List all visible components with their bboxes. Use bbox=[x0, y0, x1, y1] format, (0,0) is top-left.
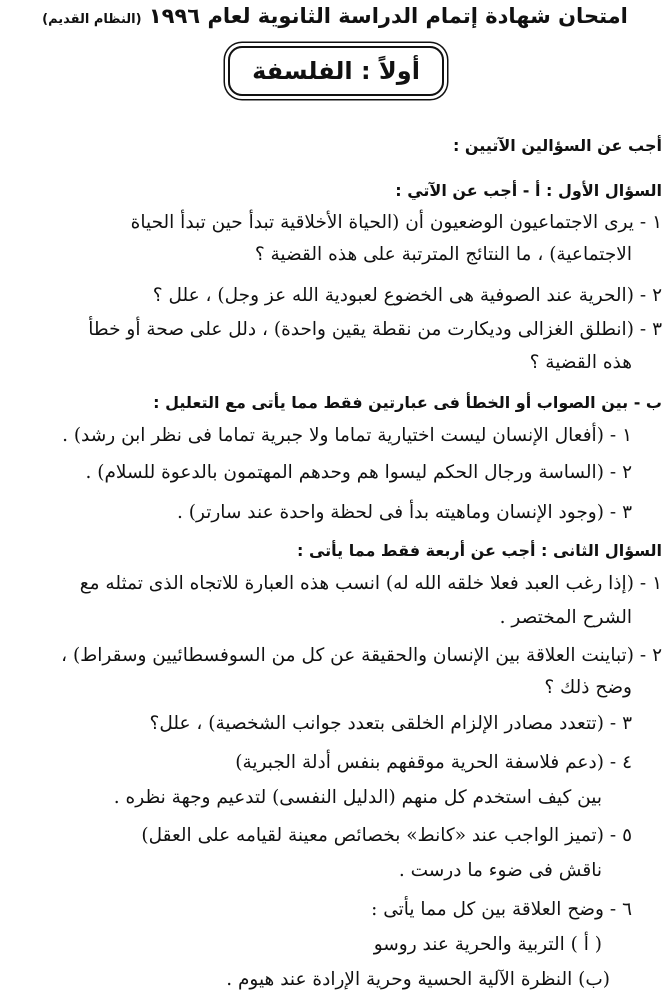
q2-item-1-line-1 bbox=[80, 573, 662, 594]
q2-item-4-number: ٤ - bbox=[609, 752, 632, 773]
q2-item-6-line-1 bbox=[371, 899, 632, 920]
q1-b-item-3 bbox=[177, 502, 632, 523]
q1-item-2-text: (الحرية عند الصوفية هى الخضوع لعبودية الله عز وجل) ، علل ؟ bbox=[152, 285, 634, 306]
q2-item-2-number: ٢ - bbox=[639, 645, 662, 666]
q1-b-item-2-text: (الساسة ورجال الحكم ليسوا هم وحدهم المهتمون بالدعوة للسلام) . bbox=[85, 462, 604, 483]
q2-item-2-text: (تباينت العلاقة بين الإنسان والحقيقة عن كل من السوفسطائيين وسقراط) ، bbox=[61, 645, 634, 666]
q2-item-6-number: ٦ - bbox=[609, 899, 632, 920]
q2-item-2-line-1 bbox=[61, 645, 662, 666]
q2-item-3-text: (تتعدد مصادر الإلزام الخلقى بتعدد جوانب الشخصية) ، علل؟ bbox=[149, 713, 604, 734]
q2-item-2-line-2: وضح ذلك ؟ bbox=[544, 677, 632, 698]
q1-b-item-1-text: (أفعال الإنسان ليست اختيارية تماما ولا جبرية تماما فى نظر ابن رشد) . bbox=[62, 425, 604, 446]
q2-item-5-text: (تميز الواجب عند «كانط» بخصائص معينة لقيامه على العقل) bbox=[141, 825, 604, 846]
q1-b-item-2-number: ٢ - bbox=[609, 462, 632, 483]
q2-item-5-line-2: ناقش فى ضوء ما درست . bbox=[398, 860, 602, 881]
q2-item-4-text: (دعم فلاسفة الحرية موقفهم بنفس أدلة الجبرية) bbox=[235, 752, 604, 773]
q1-heading: السؤال الأول : أ - أجب عن الآتي : bbox=[395, 181, 662, 200]
exam-title-main: امتحان شهادة إتمام الدراسة الثانوية لعام ١٩٩٦ bbox=[148, 4, 628, 28]
q2-item-5-number: ٥ - bbox=[609, 825, 632, 846]
q2-item-3 bbox=[150, 713, 632, 734]
q1-item-1-text: يرى الاجتماعيون الوضعيون أن (الحياة الأخلاقية تبدأ حين تبدأ الحياة bbox=[130, 212, 634, 233]
q1-item-1-line-2: الاجتماعية) ، ما النتائج المترتبة على هذه القضية ؟ bbox=[254, 244, 632, 265]
q2-item-6-subitem-b: (ب) النظرة الآلية الحسية وحرية الإرادة عند هيوم . bbox=[226, 969, 610, 990]
q1-item-1-line-1 bbox=[131, 212, 662, 233]
q1-item-3-line-2: هذه القضية ؟ bbox=[529, 352, 632, 373]
q1-item-2 bbox=[153, 285, 662, 306]
section-label: أولاً : الفلسفة bbox=[252, 57, 420, 85]
q1-b-item-3-text: (وجود الإنسان وماهيته بدأ فى لحظة واحدة عند سارتر) . bbox=[177, 502, 604, 523]
q2-heading: السؤال الثانى : أجب عن أربعة فقط مما يأتى : bbox=[296, 541, 662, 560]
q1-item-1-number: ١ - bbox=[639, 212, 662, 233]
q2-item-4-line-1 bbox=[235, 752, 632, 773]
q2-item-1-text: (إذا رغب العبد فعلا خلقه الله له) انسب هذه العبارة للاتجاه الذى تمثله مع bbox=[79, 573, 634, 594]
q2-item-1-line-2: الشرح المختصر . bbox=[499, 607, 632, 628]
q1-part-b-heading: ب - بين الصواب أو الخطأ فى عبارتين فقط مما يأتى مع التعليل : bbox=[153, 393, 662, 412]
section-label-box bbox=[228, 46, 444, 96]
q2-item-6-subitem-a: ( أ ) التربية والحرية عند روسو bbox=[373, 934, 602, 955]
exam-title bbox=[40, 4, 630, 28]
q1-item-3-text: (انطلق الغزالى وديكارت من نقطة يقين واحدة) ، دلل على صحة أو خطأ bbox=[88, 319, 634, 340]
q1-item-3-number: ٣ - bbox=[639, 319, 662, 340]
instructions: أجب عن السؤالين الآتيين : bbox=[452, 136, 662, 155]
q1-b-item-1 bbox=[62, 425, 632, 446]
q1-item-2-number: ٢ - bbox=[639, 285, 662, 306]
q1-b-item-3-number: ٣ - bbox=[609, 502, 632, 523]
q1-b-item-1-number: ١ - bbox=[609, 425, 632, 446]
q2-item-3-number: ٣ - bbox=[609, 713, 632, 734]
q1-b-item-2 bbox=[85, 462, 632, 483]
exam-title-system: (النظام القديم) bbox=[42, 12, 142, 27]
q2-item-1-number: ١ - bbox=[639, 573, 662, 594]
q1-item-3-line-1 bbox=[88, 319, 662, 340]
q2-item-6-text: وضح العلاقة بين كل مما يأتى : bbox=[371, 899, 604, 920]
q2-item-4-line-2: بين كيف استخدم كل منهم (الدليل النفسى) لتدعيم وجهة نظره . bbox=[113, 787, 602, 808]
q2-item-5-line-1 bbox=[141, 825, 632, 846]
